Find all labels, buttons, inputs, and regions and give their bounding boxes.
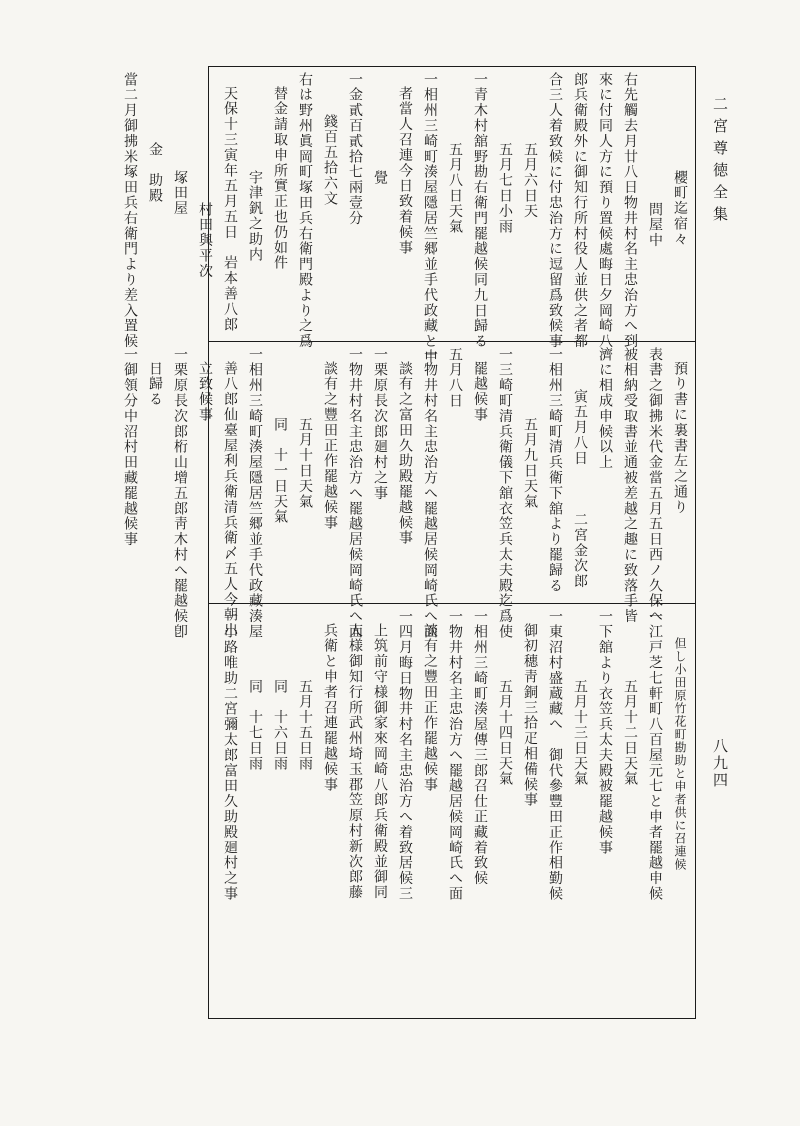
text-column: 村田與平次 [197,202,213,279]
text-column: 一金貳百貳拾七兩壹分 [347,72,363,226]
text-column: 覺 [372,170,388,186]
text-column: 兵衛と申者召連罷越候事 [322,623,338,793]
text-column: 者當人召連今日致着候事 [397,86,413,256]
text-column: 談有之豐田正作罷越候事 [322,361,338,531]
text-column: 善八郎仙臺屋利兵衛清兵衛〆五人今朝出 [222,361,238,639]
text-column: 一栗原長次郎廻村之事 [372,347,388,501]
text-column: 一御領分中沼村田藏罷越候事 [122,347,138,548]
text-column: 一四月晦日物井村名主忠治方へ着致居候三 [397,609,413,902]
text-column: 日歸る [147,361,163,408]
text-column: 一青木村舘野勘右衛門罷越候同九日歸る [472,72,488,350]
text-column: 塚田屋 [172,170,188,217]
text-column: 櫻町迄宿々 [672,170,688,247]
text-column: 濟に相成申候以上 [597,347,613,471]
text-column: 一相州三崎町湊屋傳三郎召仕正藏着致候 [472,609,488,887]
text-column: 右先觸去月廿八日物井村名主忠治方へ到 [622,72,638,350]
text-column: 五月七日小雨 [497,142,513,235]
text-column: 五月十三日天氣 [572,679,588,787]
text-column: 談有之富田久助殿罷越候事 [397,361,413,546]
text-column: 五月十四日天氣 [497,679,513,787]
text-column: 罷越候事 [472,361,488,423]
text-column: 五月八日天氣 [447,142,463,235]
text-column: 談有之豐田正作罷越候事 [422,623,438,793]
text-column: 問屋中 [647,202,663,249]
upper-tier-columns [122,72,692,365]
text-column: 右は野州眞岡町塚田兵右衛門殿より之爲 [297,72,313,350]
text-column: 天保十三寅年五月五日 岩本善八郎 [222,86,238,333]
text-column: 五月十五日雨 [297,679,313,772]
text-column: 人様御知行所武州埼玉郡笠原村新次郎藤 [347,623,363,901]
text-column: 金 助殿 [147,142,163,204]
lower-tier-columns [212,609,692,1013]
text-column: 御初穗靑銅三拾疋相備候事 [522,623,538,808]
text-column: 一相州三崎町清兵衛下舘より罷歸る [547,347,563,594]
text-column: 一下舘より衣笠兵太夫殿被罷越候事 [597,609,613,856]
text-column: 同 十七日雨 [247,679,263,772]
page-number: 八九四 [711,738,729,789]
text-column: 五月十二日天氣 [622,679,638,787]
text-column: 五月九日天氣 [522,417,538,510]
text-column: 宇津釩之助内 [247,170,263,263]
text-column: 一物井村名主忠治方へ罷越居候岡崎氏へ面 [347,347,363,640]
text-column: 五月十日天氣 [297,417,313,510]
text-column: 上筑前守様御家來岡崎八郎兵衛殿並御同 [372,623,388,901]
text-column: 一相州三崎町湊屋隱居竺郷並手代政藏湊屋 [247,347,263,640]
lower-tier [212,609,692,1013]
upper-tier [122,72,692,365]
text-column: 表書之御拂米代金當五月五日西ノ久保へ [647,347,663,625]
text-column: 寅五月八日 二宮金次郎 [572,389,588,590]
text-column: 一物井村名主忠治方へ罷越居候岡崎氏へ面 [422,347,438,640]
text-column: 預り書に裏書左之通り [672,361,688,515]
text-column: 一相州三崎町湊屋隱居竺郷並手代政藏と申 [422,72,438,365]
middle-tier-columns [122,347,692,640]
text-column: 替金請取申所實正也仍如件 [272,86,288,271]
text-column: 立致候事 [197,361,213,423]
text-column: 來に付同人方に預り置候處晦日夕岡崎八 [597,72,613,350]
text-column: 郎兵衛殿外に御知行所村役人並供之者都 [572,72,588,350]
text-column: 一栗原長次郎桁山增五郎靑木村へ罷越候卽 [172,347,188,640]
text-column: 一三崎町清兵衛儀下舘衣笠兵太夫殿迄爲使 [497,347,513,640]
text-column: 合三人着致候に付忠治方に逗留爲致候事 [547,72,563,350]
text-column: 當二月御拂米塚田兵右衛門より差入置候 [122,72,138,350]
text-column: 錢百五拾六文 [322,114,338,207]
text-column: 一物井村名主忠治方へ罷越居候岡崎氏へ面 [447,609,463,902]
text-column: 一東沼村盛蔵藏へ 御代參豐田正作相勤候 [547,609,563,902]
middle-tier [122,347,692,640]
text-column: 同 十一日天氣 [272,417,288,525]
text-column: 被相納受取書並通被差越之趣に致落手皆 [622,347,638,625]
running-head: 二宮尊徳全集 [711,96,729,228]
text-column: 一小路唯助二宮彌太郎富田久助殿廻村之事 [222,609,238,902]
text-column: 但し小田原竹花町勘助と申者供に召連候 [673,637,687,871]
text-column: 五月六日天 [522,142,538,219]
text-column: 五月八日 [447,347,463,409]
text-column: 同 十六日雨 [272,679,288,772]
text-column: 一江戸芝七軒町八百屋元七と申者罷越申候 [647,609,663,902]
